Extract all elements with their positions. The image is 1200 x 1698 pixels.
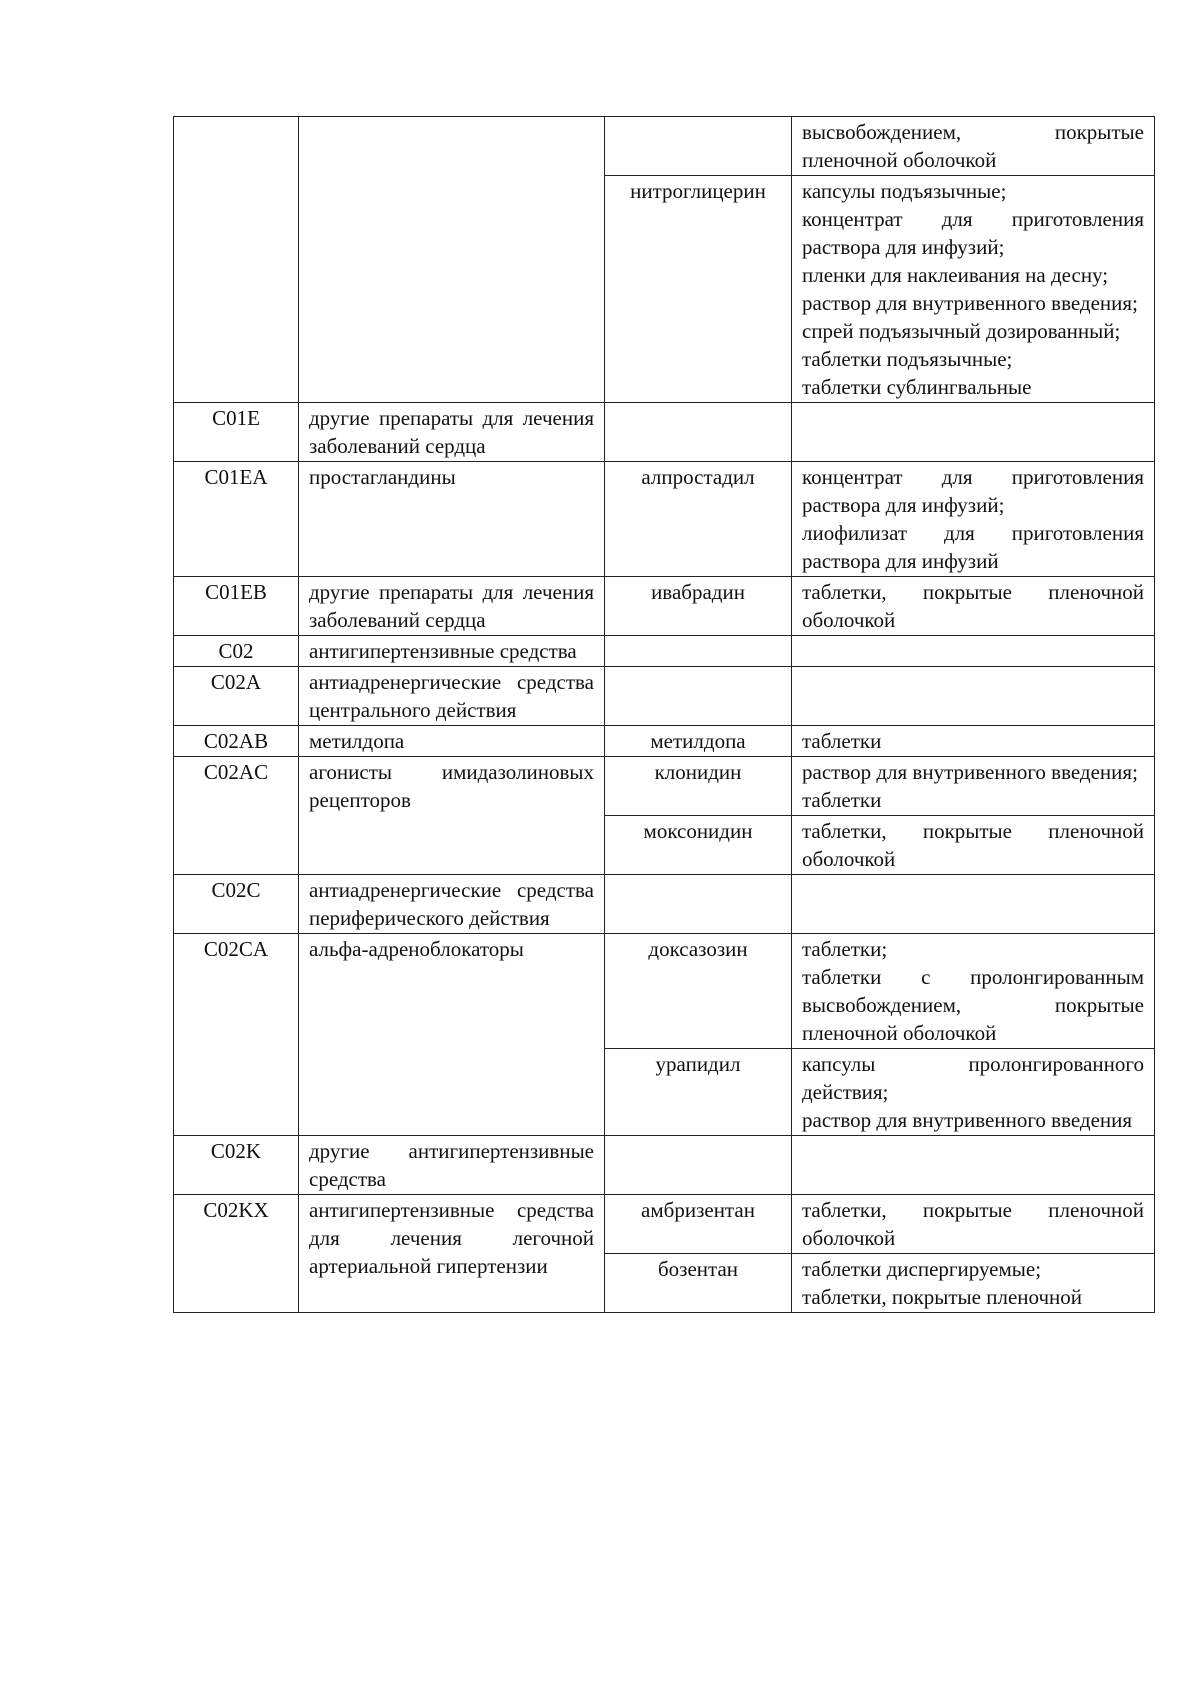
drug-cell [605,875,792,934]
atc-code-cell: C01EB [174,577,299,636]
table-row [174,757,1155,816]
atc-code-cell: C02AB [174,726,299,757]
dosage-form-line: раствор для внутривенного введения; [802,291,1138,315]
atc-code-cell: C02A [174,667,299,726]
dosage-form-line: пленки для наклеивания на десну; [802,263,1109,287]
dosage-form-line: капсулы пролонгированного действия; [802,1052,1144,1104]
group-cell: агонисты имидазолиновых рецепторов [299,757,605,875]
dosage-form-line: таблетки, покрытые пленочной оболочкой [802,1198,1144,1250]
drug-cell: урапидил [605,1049,792,1136]
group-cell: простагландины [299,462,605,577]
drug-cell: ивабрадин [605,577,792,636]
group-cell: антигипертензивные средства [299,636,605,667]
dosage-form-line: таблетки; [802,937,888,961]
table-row [174,667,1155,726]
dosage-form-line: раствор для внутривенного введения; [802,760,1138,784]
atc-code-cell [174,117,299,403]
dosage-form-cell [792,577,1155,636]
drug-cell: амбризентан [605,1195,792,1254]
table-row [174,1195,1155,1254]
drug-cell [605,117,792,176]
drug-cell: метилдопа [605,726,792,757]
group-cell: другие препараты для лечения заболеваний сердца [299,403,605,462]
dosage-form-cell [792,176,1155,403]
dosage-form-line: концентрат для приготовления раствора для инфузий; [802,465,1144,517]
dosage-form-line: таблетки подъязычные; [802,347,1013,371]
dosage-form-line: таблетки диспергируемые; [802,1257,1042,1281]
dosage-form-line: раствор для внутривенного введения [802,1108,1133,1132]
dosage-form-line: концентрат для приготовления раствора для инфузий; [802,207,1144,259]
dosage-form-cell [792,757,1155,816]
table-row [174,934,1155,1049]
dosage-form-cell [792,875,1155,934]
dosage-form-cell [792,1195,1155,1254]
atc-code-cell: C01EA [174,462,299,577]
group-cell: антигипертензивные средства для лечения легочной артериальной гипертензии [299,1195,605,1313]
table-row [174,636,1155,667]
atc-code-cell: C02AC [174,757,299,875]
drug-cell: нитроглицерин [605,176,792,403]
table-row [174,403,1155,462]
dosage-form-cell [792,636,1155,667]
group-cell: метилдопа [299,726,605,757]
drug-cell: алпростадил [605,462,792,577]
drug-cell [605,667,792,726]
group-cell: альфа-адреноблокаторы [299,934,605,1136]
dosage-form-line: таблетки, покрытые пленочной оболочкой [802,580,1144,632]
dosage-form-cell [792,726,1155,757]
dosage-form-line: таблетки, покрытые пленочной оболочкой [802,819,1144,871]
dosage-form-cell [792,403,1155,462]
dosage-form-line: таблетки, покрытые пленочной [802,1285,1083,1309]
group-cell: другие препараты для лечения заболеваний сердца [299,577,605,636]
atc-code-cell: C02CA [174,934,299,1136]
group-cell: антиадренергические средства периферического действия [299,875,605,934]
drug-cell: доксазозин [605,934,792,1049]
atc-code-cell: C02 [174,636,299,667]
drug-cell [605,636,792,667]
drug-cell: моксонидин [605,816,792,875]
drug-cell: клонидин [605,757,792,816]
table-row [174,462,1155,577]
drug-cell [605,1136,792,1195]
dosage-form-line: высвобождением, покрытые пленочной оболочкой [802,120,1144,172]
table-row [174,726,1155,757]
dosage-form-line: лиофилизат для приготовления раствора для инфузий [802,521,1144,573]
drug-cell [605,403,792,462]
dosage-form-cell [792,816,1155,875]
group-cell: другие антигипертензивные средства [299,1136,605,1195]
table-row [174,875,1155,934]
dosage-form-line: таблетки сублингвальные [802,375,1032,399]
drug-cell: бозентан [605,1254,792,1313]
group-cell [299,117,605,403]
dosage-form-cell [792,1136,1155,1195]
dosage-form-line: таблетки [802,729,882,753]
dosage-form-line: таблетки [802,788,882,812]
atc-code-cell: C01E [174,403,299,462]
dosage-form-cell [792,462,1155,577]
table-row [174,1136,1155,1195]
dosage-form-cell [792,1049,1155,1136]
atc-code-cell: C02K [174,1136,299,1195]
dosage-form-line: таблетки с пролонгированным высвобождением, покрытые пленочной оболочкой [802,965,1144,1045]
dosage-form-line: капсулы подъязычные; [802,179,1007,203]
dosage-form-cell [792,934,1155,1049]
dosage-form-cell [792,1254,1155,1313]
table-row [174,577,1155,636]
medication-table [173,116,1155,1313]
table-row [174,117,1155,176]
dosage-form-cell [792,117,1155,176]
dosage-form-line: спрей подъязычный дозированный; [802,319,1121,343]
group-cell: антиадренергические средства центрального действия [299,667,605,726]
atc-code-cell: C02C [174,875,299,934]
atc-code-cell: C02KX [174,1195,299,1313]
dosage-form-cell [792,667,1155,726]
